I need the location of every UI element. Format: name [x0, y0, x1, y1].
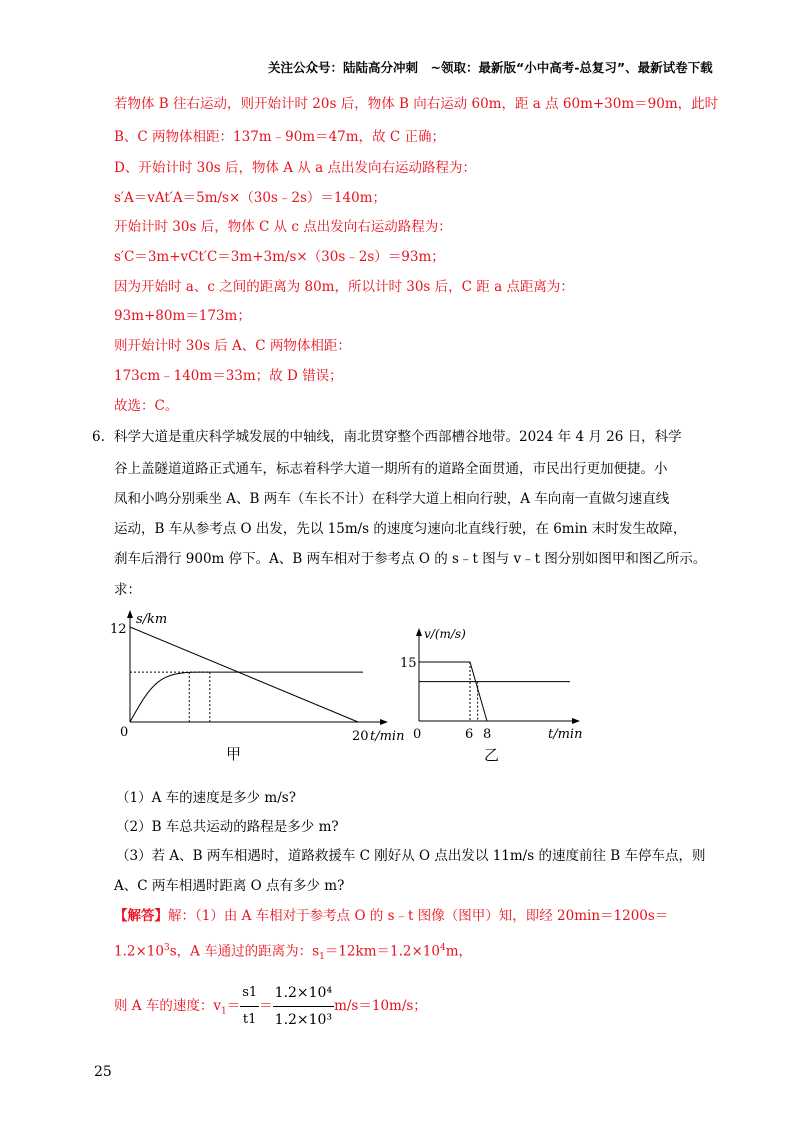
- solution-line: 开始计时 30s 后，物体 C 从 c 点出发向右运动路程为：: [114, 219, 452, 235]
- solution-line: s′C＝3m+vCt′C＝3m+3m/s×（30s﹣2s）＝93m；: [114, 249, 445, 265]
- y-axis-label: s/km: [136, 612, 168, 627]
- subquestion-2: （2）B 车总共运动的路程是多少 m?: [116, 819, 339, 835]
- figure-caption-yi: 乙: [484, 746, 500, 764]
- x-axis-label: t/min: [548, 727, 583, 742]
- frac-den: t1: [242, 1012, 257, 1027]
- answer-sub: 1: [220, 1006, 227, 1017]
- answer-part: m，: [445, 943, 473, 960]
- solution-line: 故选：C。: [114, 398, 179, 414]
- x-axis-label: t/min: [370, 729, 405, 744]
- solution-line: 若物体 B 往右运动，则开始计时 20s 后，物体 B 向右运动 60m，距 a 点 60m+30m＝90m，此时: [114, 96, 719, 112]
- answer-exp: 4: [439, 943, 446, 953]
- frac-den: 1.2×10³: [274, 1012, 333, 1028]
- answer-line-2: [114, 938, 472, 967]
- equals: ＝: [259, 998, 273, 1014]
- subquestion-1: （1）A 车的速度是多少 m/s?: [116, 790, 296, 806]
- y-tick-label: 12: [110, 622, 127, 637]
- equals: ＝: [226, 998, 241, 1014]
- x-axis-arrow: [572, 718, 580, 724]
- question-line: 凤和小鸣分别乘坐 A、B 两车（车长不计）在科学大道上相向行驶，A 车向南一直做匀速直线: [114, 491, 670, 507]
- y-tick-label: 15: [400, 656, 417, 671]
- question-line: 刹车后滑行 900m 停下。A、B 两车相对于参考点 O 的 s﹣t 图与 v﹣t 图分别如图甲和图乙所示。: [114, 551, 707, 567]
- x-tick-label: 0: [120, 725, 129, 740]
- solution-line: 173cm﹣140m＝33m；故 D 错误；: [114, 368, 343, 384]
- x-tick-label: 0: [413, 727, 422, 742]
- y-axis-arrow: [416, 628, 422, 636]
- question-line: 谷上盖隧道道路正式通车，标志着科学大道一期所有的道路全面贯通，市民出行更加便捷。小: [114, 461, 668, 477]
- answer-part: m/s＝10m/s；: [334, 998, 427, 1014]
- x-axis-arrow: [380, 719, 388, 725]
- figure-caption-jia: 甲: [226, 745, 242, 763]
- x-tick-label: 6: [465, 727, 474, 742]
- subquestion-3: （3）若 A、B 两车相遇时，道路救援车 C 刚好从 O 点出发以 11m/s 的速度前往 B 车停车点，则: [116, 848, 706, 864]
- answer-line-1: [114, 906, 668, 926]
- answer-tag: 【解答】: [114, 908, 168, 924]
- y-axis-label: v/(m/s): [424, 627, 466, 641]
- fraction-values: [273, 980, 334, 1033]
- solution-line: 93m+80m＝173m；: [114, 308, 251, 324]
- answer-exp: 3: [163, 943, 170, 953]
- figure-jia-st-graph: [108, 605, 418, 770]
- series-b-velocity: [419, 662, 487, 721]
- solution-line: 因为开始时 a、c 之间的距离为 80m，所以计时 30s 后，C 距 a 点距离为：: [114, 279, 574, 295]
- solution-line: D、开始计时 30s 后，物体 A 从 a 点出发向右运动路程为：: [114, 160, 476, 176]
- question-number: 6.: [92, 429, 105, 445]
- solution-line: s′A＝vAt′A＝5m/s×（30s﹣2s）＝140m；: [114, 190, 386, 206]
- y-axis-arrow: [127, 610, 133, 618]
- figure-yi-vt-graph: [400, 620, 600, 770]
- answer-part: 则 A 车的速度：v: [114, 998, 221, 1014]
- page-number: 25: [94, 1064, 112, 1080]
- series-b-curve: [130, 672, 363, 722]
- page-header: 关注公众号：陆陆高分冲刺 ~领取：最新版“小中高考-总复习”、最新试卷下载: [268, 60, 713, 75]
- solution-line: 则开始计时 30s 后 A、C 两物体相距：: [114, 338, 351, 354]
- question-line: 求：: [114, 582, 141, 598]
- answer-part: ＝12km＝1.2×10: [324, 943, 440, 960]
- answer-sub: 1: [319, 952, 325, 963]
- answer-part: 1.2×10: [114, 943, 164, 960]
- answer-part: s，A 车通过的距离为：s: [169, 943, 320, 960]
- answer-line-3: [114, 980, 427, 1033]
- fraction-s-over-t: [240, 980, 259, 1033]
- question-line: 运动，B 车从参考点 O 出发，先以 15m/s 的速度匀速向北直线行驶，在 6min 末时发生故障，: [114, 521, 687, 537]
- x-tick-label: 20: [352, 729, 369, 744]
- x-tick-label: 8: [483, 727, 492, 742]
- solution-line: B、C 两物体相距：137m﹣90m＝47m，故 C 正确；: [114, 129, 445, 145]
- frac-num: s1: [240, 980, 259, 1007]
- series-a-line: [130, 627, 358, 722]
- subquestion-3-cont: A、C 两车相遇时距离 O 点有多少 m?: [114, 878, 345, 894]
- answer-text: 解：（1）由 A 车相对于参考点 O 的 s﹣t 图像（图甲）知，即经 20min＝1200s＝: [168, 908, 669, 924]
- question-line: 科学大道是重庆科学城发展的中轴线，南北贯穿整个西部槽谷地带。2024 年 4 月 26 日，科学: [114, 429, 682, 445]
- frac-num: 1.2×10⁴: [273, 980, 334, 1007]
